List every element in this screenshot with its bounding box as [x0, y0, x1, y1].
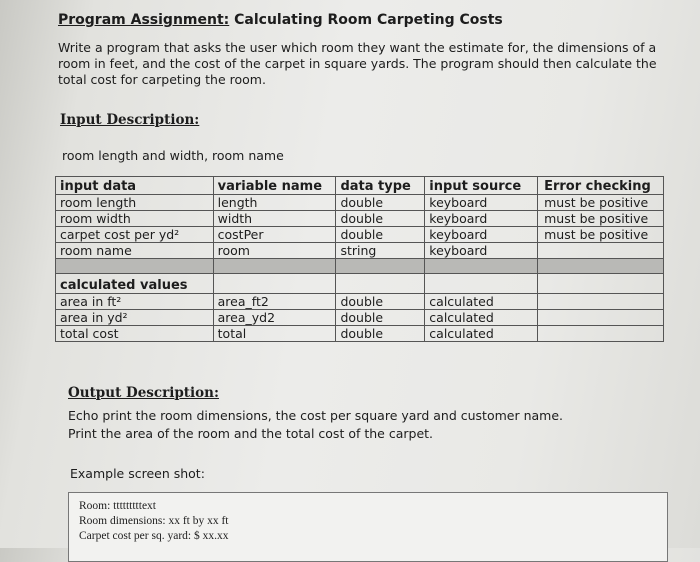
column-header: data type	[336, 177, 425, 195]
input-summary: room length and width, room name	[62, 148, 284, 163]
intro-paragraph: Write a program that asks the user which room they want the estimate for, the dimensions of a room in feet, and the cost of the carpet in square yards. The program should then calculate the total cost for carpeting the room.	[58, 40, 657, 87]
table-cell: room name	[56, 243, 214, 259]
table-cell	[538, 243, 664, 259]
table-cell: area_yd2	[213, 310, 336, 326]
table-cell: double	[336, 211, 425, 227]
table-cell: double	[336, 326, 425, 342]
table-cell: total	[213, 326, 336, 342]
table-cell: keyboard	[425, 211, 538, 227]
table-cell: keyboard	[425, 227, 538, 243]
table-cell: must be positive	[538, 195, 664, 211]
table-row	[56, 211, 664, 227]
example-line: Room dimensions: xx ft by xx ft	[79, 515, 229, 527]
output-line-1: Echo print the room dimensions, the cost per square yard and customer name.	[68, 408, 563, 423]
table-cell: room length	[56, 195, 214, 211]
table-cell: string	[336, 243, 425, 259]
table-cell	[538, 310, 664, 326]
table-cell: calculated	[425, 310, 538, 326]
title-text: Calculating Room Carpeting Costs	[229, 12, 503, 28]
table-cell: total cost	[56, 326, 214, 342]
example-line: Carpet cost per sq. yard: $ xx.xx	[79, 530, 229, 542]
table-row	[56, 294, 664, 310]
calculated-values-header-row	[56, 274, 664, 294]
calculated-values-label: calculated values	[56, 274, 214, 294]
table-cell: double	[336, 227, 425, 243]
example-line: Room: tttttttttext	[79, 500, 156, 512]
table-cell: must be positive	[538, 211, 664, 227]
table-cell: double	[336, 310, 425, 326]
table-cell: double	[336, 195, 425, 211]
table-row	[56, 243, 664, 259]
table-cell: carpet cost per yd²	[56, 227, 214, 243]
table-row	[56, 227, 664, 243]
column-header: Error checking	[538, 177, 664, 195]
table-cell: room	[213, 243, 336, 259]
table-row	[56, 310, 664, 326]
table-cell: length	[213, 195, 336, 211]
table-cell: must be positive	[538, 227, 664, 243]
table-cell: costPer	[213, 227, 336, 243]
table-cell: keyboard	[425, 243, 538, 259]
table-row	[56, 326, 664, 342]
example-screenshot-box	[68, 492, 668, 562]
column-header: input source	[425, 177, 538, 195]
output-description-heading: Output Description:	[68, 385, 219, 401]
table-cell: area_ft2	[213, 294, 336, 310]
table-cell: keyboard	[425, 195, 538, 211]
table-header-row	[56, 177, 664, 195]
title-label: Program Assignment:	[58, 12, 230, 28]
table-cell	[538, 326, 664, 342]
column-header: variable name	[213, 177, 336, 195]
table-cell: width	[213, 211, 336, 227]
table-row	[56, 195, 664, 211]
table-cell	[538, 294, 664, 310]
table-cell: calculated	[425, 294, 538, 310]
table-separator-row	[56, 259, 664, 274]
input-description-heading: Input Description:	[60, 112, 200, 128]
output-line-2: Print the area of the room and the total cost of the carpet.	[68, 426, 434, 441]
page-title	[58, 12, 503, 28]
table-cell: double	[336, 294, 425, 310]
table-cell: room width	[56, 211, 214, 227]
table-cell: area in ft²	[56, 294, 214, 310]
table-cell: area in yd²	[56, 310, 214, 326]
table-cell: calculated	[425, 326, 538, 342]
column-header: input data	[56, 177, 214, 195]
example-label: Example screen shot:	[70, 466, 205, 481]
variables-table	[55, 176, 664, 342]
